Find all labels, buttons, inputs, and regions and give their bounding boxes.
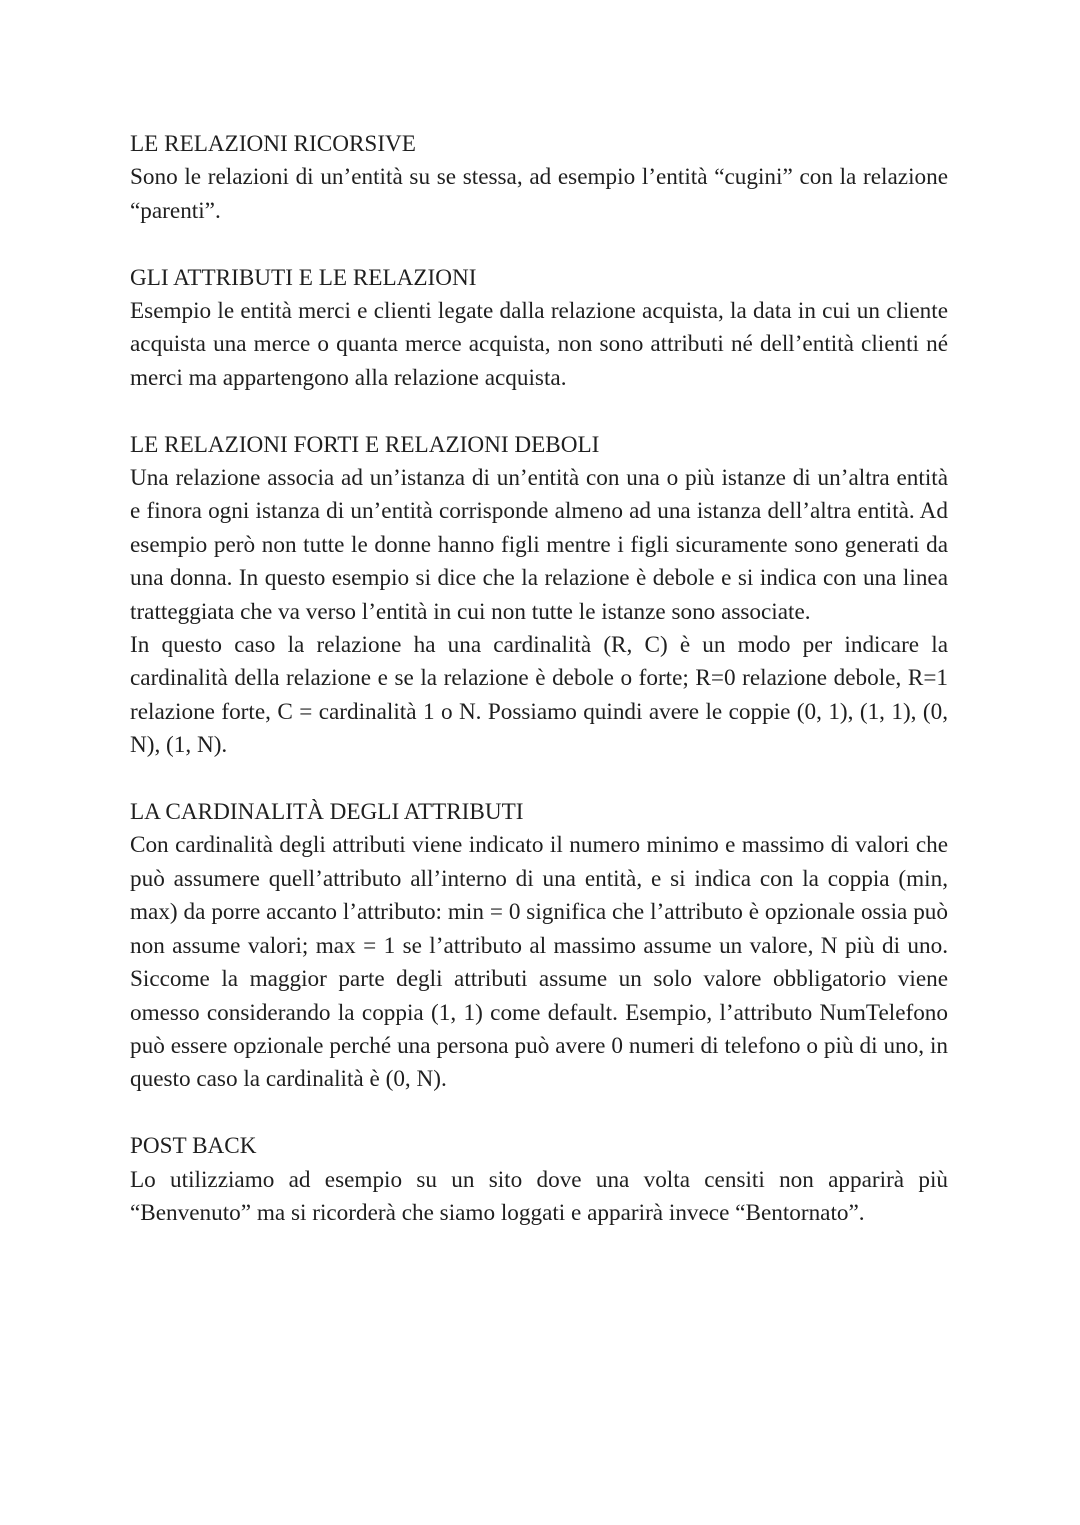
section-post-back (130, 1130, 948, 1230)
document-page (130, 128, 948, 1264)
section-heading: LE RELAZIONI RICORSIVE (130, 131, 416, 157)
section-cardinalita-attributi (130, 796, 948, 1097)
section-heading: LA CARDINALITÀ DEGLI ATTRIBUTI (130, 799, 524, 826)
section-paragraph: Sono le relazioni di un’entità su se stessa, ad esempio l’entità “cugini” con la relazione “parenti”. (130, 164, 948, 224)
section-paragraph: Esempio le entità merci e clienti legate dalla relazione acquista, la data in cui un cliente acquista una merce o quanta merce acquista, non sono attributi né dell’entità clienti né merci ma appartengono alla relazione acquista. (130, 298, 948, 391)
section-relazioni-forti-deboli (130, 429, 948, 763)
section-attributi-relazioni (130, 262, 948, 396)
section-heading: POST BACK (130, 1133, 257, 1160)
section-paragraph: Lo utilizziamo ad esempio su un sito dove una volta censiti non apparirà più “Benvenuto” ma si ricorderà che siamo loggati e apparirà invece “Bentornato”. (130, 1166, 948, 1226)
section-paragraph: Una relazione associa ad un’istanza di un’entità con una o più istanze di un’altra entità e finora ogni istanza di un’entità corrisponde almeno ad una istanza dell’altra entità. Ad esempio però non tutte le donne hanno figli mentre i figli sicuramente sono generati da una donna. In questo esempio si dice che la relazione è debole e si indica con una linea tratteggiata che va verso l’entità in cui non tutte le istanze sono associate. (130, 465, 948, 625)
section-paragraph: Con cardinalità degli attributi viene indicato il numero minimo e massimo di valori che può assumere quell’attributo all’interno di una entità, e si indica con la coppia (min, max) da porre accanto l’attributo: min = 0 significa che l’attributo è opzionale ossia può non assume valori; max = 1 se l’attributo al massimo assume un valore, N più di uno. Siccome la maggior parte degli attributi assume un solo valore obbligatorio viene omesso considerando la coppia (1, 1) come default. Esempio, l’attributo NumTelefono può essere opzionale perché una persona può avere 0 numeri di telefono o più di uno, in questo caso la cardinalità è (0, N). (130, 832, 948, 1093)
section-relazioni-ricorsive (130, 128, 948, 228)
section-heading: LE RELAZIONI FORTI E RELAZIONI DEBOLI (130, 431, 600, 458)
section-heading: GLI ATTRIBUTI E LE RELAZIONI (130, 264, 477, 291)
section-paragraph: In questo caso la relazione ha una cardinalità (R, C) è un modo per indicare la cardinalità della relazione e se la relazione è debole o forte; R=0 relazione debole, R=1 relazione forte, C = cardinalità 1 o N. Possiamo quindi avere le coppie (0, 1), (1, 1), (0, N), (1, N). (130, 632, 948, 759)
